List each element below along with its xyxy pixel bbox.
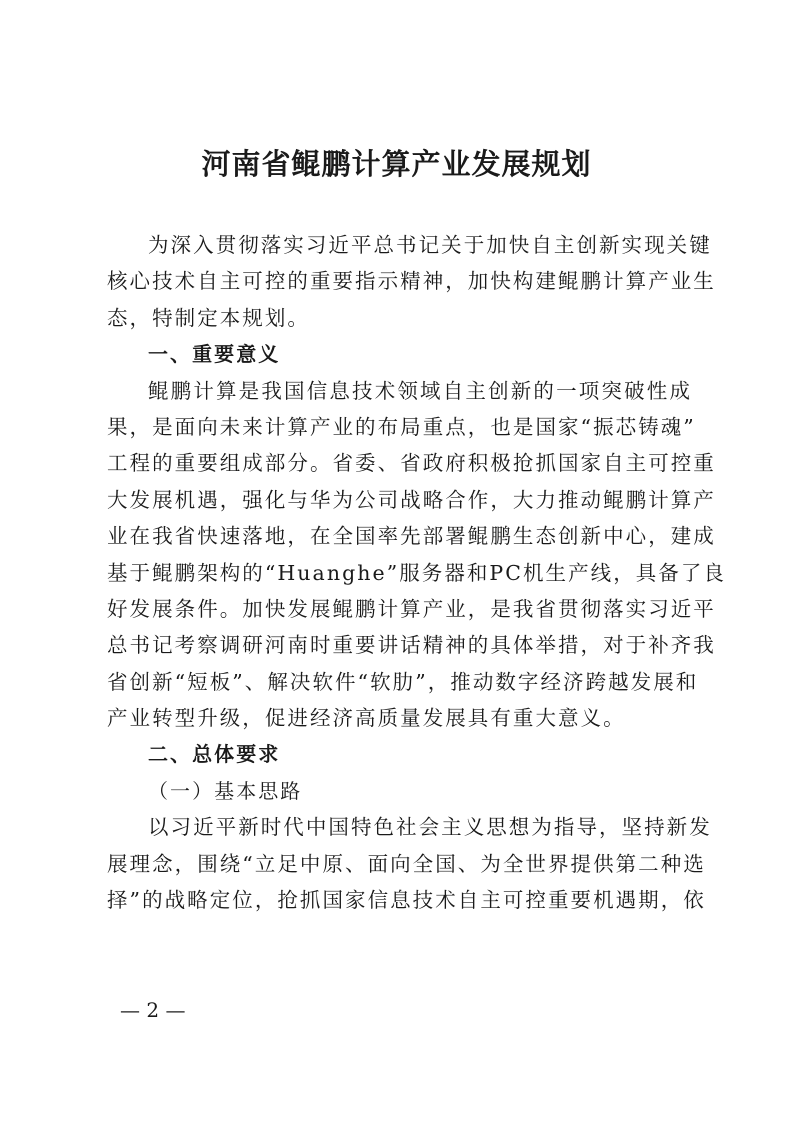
paragraph-line: 省创新“短板”、解决软件“软肋”，推动数字经济跨越发展和 [107, 669, 699, 694]
paragraph-line: 产业转型升级，促进经济高质量发展具有重大意义。 [107, 706, 626, 731]
paragraph-line: 鲲鹏计算是我国信息技术领域自主创新的一项突破性成 [148, 378, 692, 403]
section-heading: 二、总体要求 [148, 742, 281, 767]
paragraph-line: 大发展机遇，强化与华为公司战略合作，大力推动鲲鹏计算产 [107, 487, 716, 512]
paragraph-line: 果，是面向未来计算产业的布局重点，也是国家“振芯铸魂” [107, 414, 696, 439]
paragraph-line: 以习近平新时代中国特色社会主义思想为指导，坚持新发 [148, 815, 712, 840]
paragraph-line: 核心技术自主可控的重要指示精神，加快构建鲲鹏计算产业生 [107, 269, 716, 294]
page-number: — 2 — [120, 998, 186, 1022]
document-body [107, 227, 726, 918]
subsection-heading: （一）基本思路 [148, 778, 303, 803]
document-title: 河南省鲲鹏计算产业发展规划 [201, 147, 592, 181]
paragraph-line: 展理念，围绕“立足中原、面向全国、为全世界提供第二种选 [107, 851, 706, 876]
paragraph-line: 为深入贯彻落实习近平总书记关于加快自主创新实现关键 [148, 233, 712, 257]
paragraph-line: 择”的战略定位，抢抓国家信息技术自主可控重要机遇期，依 [107, 888, 706, 913]
section-heading: 一、重要意义 [148, 342, 281, 367]
paragraph-line: 工程的重要组成部分。省委、省政府积极抢抓国家自主可控重 [107, 451, 716, 476]
paragraph-line: 业在我省快速落地，在全国率先部署鲲鹏生态创新中心，建成 [107, 524, 716, 549]
paragraph-line: 总书记考察调研河南时重要讲话精神的具体举措，对于补齐我 [107, 633, 716, 658]
paragraph-line: 好发展条件。加快发展鲲鹏计算产业，是我省贯彻落实习近平 [107, 596, 716, 621]
paragraph-line: 态，特制定本规划。 [107, 305, 310, 330]
paragraph-line: 基于鲲鹏架构的“Huanghe”服务器和PC机生产线，具备了良 [107, 560, 726, 585]
